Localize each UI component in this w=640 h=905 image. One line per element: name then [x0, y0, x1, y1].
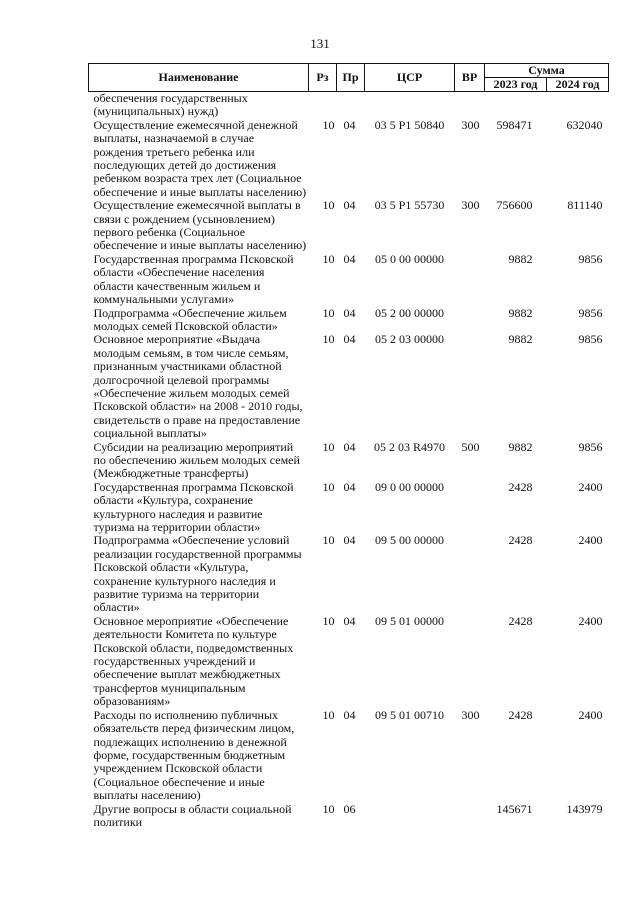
row-pr: 04: [343, 479, 356, 494]
row-vr: [455, 253, 485, 307]
header-pr: Пр: [337, 64, 365, 92]
row-csr: [365, 92, 455, 119]
row-csr: 09 5 01 00000: [375, 613, 444, 628]
row-sum-2024: [547, 92, 609, 119]
row-sum-2023: 9882: [508, 439, 533, 454]
page-number: 131: [310, 36, 330, 51]
row-csr: [365, 803, 455, 830]
row-name: Государственная программа Псковской области «Культура, сохранение культурного наследия и развитие туризма на территории области»: [93, 479, 294, 534]
row-rz: [309, 92, 337, 119]
table-row: [89, 119, 609, 199]
row-sum-2024: 9856: [578, 305, 603, 320]
table-row: [89, 307, 609, 334]
row-sum-2024: 2400: [578, 613, 603, 628]
row-sum-2024: 2400: [578, 533, 603, 548]
row-sum-2024: 811140: [567, 198, 603, 213]
row-vr: 300: [461, 707, 480, 722]
row-csr: 09 5 01 00710: [375, 707, 444, 722]
table-header: [89, 64, 609, 92]
row-vr: [455, 481, 485, 535]
row-name: Основное мероприятие «Обеспечение деятельности Комитета по культуре Псковской области, подведомственных государственных учреждений и обеспечение выплат межбюджетных трансфертов муниципальным образованиям»: [93, 613, 294, 709]
row-pr: 04: [343, 613, 356, 628]
row-name: Подпрограмма «Обеспечение жильем молодых семей Псковской области»: [93, 305, 287, 333]
row-rz: 10: [322, 479, 335, 494]
row-csr: 03 5 P1 50840: [374, 117, 445, 132]
header-vr: ВР: [455, 64, 485, 92]
row-csr: 05 2 03 00000: [375, 332, 444, 347]
row-pr: 04: [343, 198, 356, 213]
row-sum-2023: 2428: [508, 479, 533, 494]
table-row: [89, 199, 609, 253]
table-body: [89, 92, 609, 830]
row-pr: [337, 92, 365, 119]
row-rz: 10: [322, 117, 335, 132]
header-rz: Рз: [309, 64, 337, 92]
row-name: Государственная программа Псковской области «Обеспечение населения области качественным жильем и коммунальными услугами»: [93, 251, 294, 307]
row-rz: 10: [322, 198, 335, 213]
row-csr: 09 5 00 00000: [375, 533, 444, 548]
row-vr: [455, 803, 485, 830]
table-row: [89, 615, 609, 709]
row-vr: 500: [461, 439, 480, 454]
row-vr: [455, 92, 485, 119]
row-sum-2023: [485, 92, 547, 119]
row-pr: 04: [343, 332, 356, 347]
header-sum: Сумма: [485, 64, 609, 78]
row-pr: 04: [343, 251, 356, 266]
row-vr: 300: [461, 117, 480, 132]
header-2023: 2023 год: [485, 78, 547, 92]
row-name: Расходы по исполнению публичных обязательств перед физическим лицом, подлежащих исполнению в денежной форме, государственным бюджетным учреждением Псковской области (Социальное обеспечение и иные выплаты населению): [93, 707, 295, 803]
row-rz: 10: [322, 439, 335, 454]
row-sum-2024: 9856: [578, 439, 603, 454]
row-sum-2024: 143979: [566, 801, 603, 816]
budget-table: [88, 63, 609, 829]
table-row: [89, 253, 609, 307]
row-vr: [455, 534, 485, 614]
row-pr: 04: [343, 305, 356, 320]
row-sum-2024: 2400: [578, 707, 603, 722]
row-rz: 10: [322, 305, 335, 320]
row-sum-2024: 2400: [578, 479, 603, 494]
row-pr: 06: [343, 801, 356, 816]
row-sum-2023: 756600: [496, 198, 533, 213]
row-vr: 300: [461, 198, 480, 213]
header-csr: ЦСР: [365, 64, 455, 92]
row-sum-2023: 9882: [508, 305, 533, 320]
row-rz: 10: [322, 613, 335, 628]
table-row: [89, 534, 609, 614]
row-rz: 10: [322, 251, 335, 266]
row-name: обеспечения государственных (муниципальных) нужд): [93, 91, 248, 119]
row-sum-2023: 145671: [496, 801, 533, 816]
row-sum-2023: 2428: [508, 707, 533, 722]
row-sum-2023: 2428: [508, 533, 533, 548]
table-row: [89, 481, 609, 535]
row-rz: 10: [322, 332, 335, 347]
row-name: Субсидии на реализацию мероприятий по обеспечению жильем молодых семей (Межбюджетные трансферты): [93, 439, 300, 481]
row-sum-2023: 9882: [508, 332, 533, 347]
header-2024: 2024 год: [547, 78, 609, 92]
row-name: Осуществление ежемесячной выплаты в связи с рождением (усыновлением) первого ребенка (Социальное обеспечение и иные выплаты населению): [93, 198, 307, 253]
table-row: [89, 441, 609, 481]
row-sum-2023: 2428: [508, 613, 533, 628]
row-rz: 10: [322, 801, 335, 816]
row-csr: 09 0 00 00000: [375, 479, 444, 494]
table-row: [89, 803, 609, 830]
row-sum-2024: 632040: [566, 117, 603, 132]
row-vr: [455, 307, 485, 334]
row-name: Другие вопросы в области социальной политики: [93, 801, 292, 829]
row-sum-2024: 9856: [578, 251, 603, 266]
row-name: Основное мероприятие «Выдача молодым семьям, в том числе семьям, признанным участниками областной долгосрочной целевой программы «Обеспечение жильем молодых семей Псковской области» на 2008 - 2010 годы, свидетельств о праве на предоставление социальной выплаты»: [93, 332, 303, 441]
row-rz: 10: [322, 533, 335, 548]
row-pr: 04: [343, 707, 356, 722]
table-row: [89, 709, 609, 803]
row-vr: [455, 615, 485, 709]
row-pr: 04: [343, 117, 356, 132]
row-csr: 03 5 P1 55730: [374, 198, 445, 213]
table-row: [89, 333, 609, 440]
row-pr: 04: [343, 533, 356, 548]
row-csr: 05 2 00 00000: [375, 305, 444, 320]
row-vr: [455, 333, 485, 440]
row-pr: 04: [343, 439, 356, 454]
table-row: [89, 92, 609, 119]
row-csr: 05 0 00 00000: [375, 251, 444, 266]
header-name: Наименование: [89, 64, 309, 92]
row-name: Осуществление ежемесячной денежной выплаты, назначаемой в случае рождения третьего ребенка или последующих детей до достижения ребенком возраста трех лет (Социальное обеспечение и иные выплаты населению): [93, 117, 307, 199]
row-sum-2024: 9856: [578, 332, 603, 347]
row-sum-2023: 598471: [496, 117, 533, 132]
row-rz: 10: [322, 707, 335, 722]
row-csr: 05 2 03 R4970: [373, 439, 445, 454]
row-sum-2023: 9882: [508, 251, 533, 266]
row-name: Подпрограмма «Обеспечение условий реализации государственной программы Псковской области «Культура, сохранение культурного наследия и развитие туризма на территории области»: [93, 533, 302, 615]
